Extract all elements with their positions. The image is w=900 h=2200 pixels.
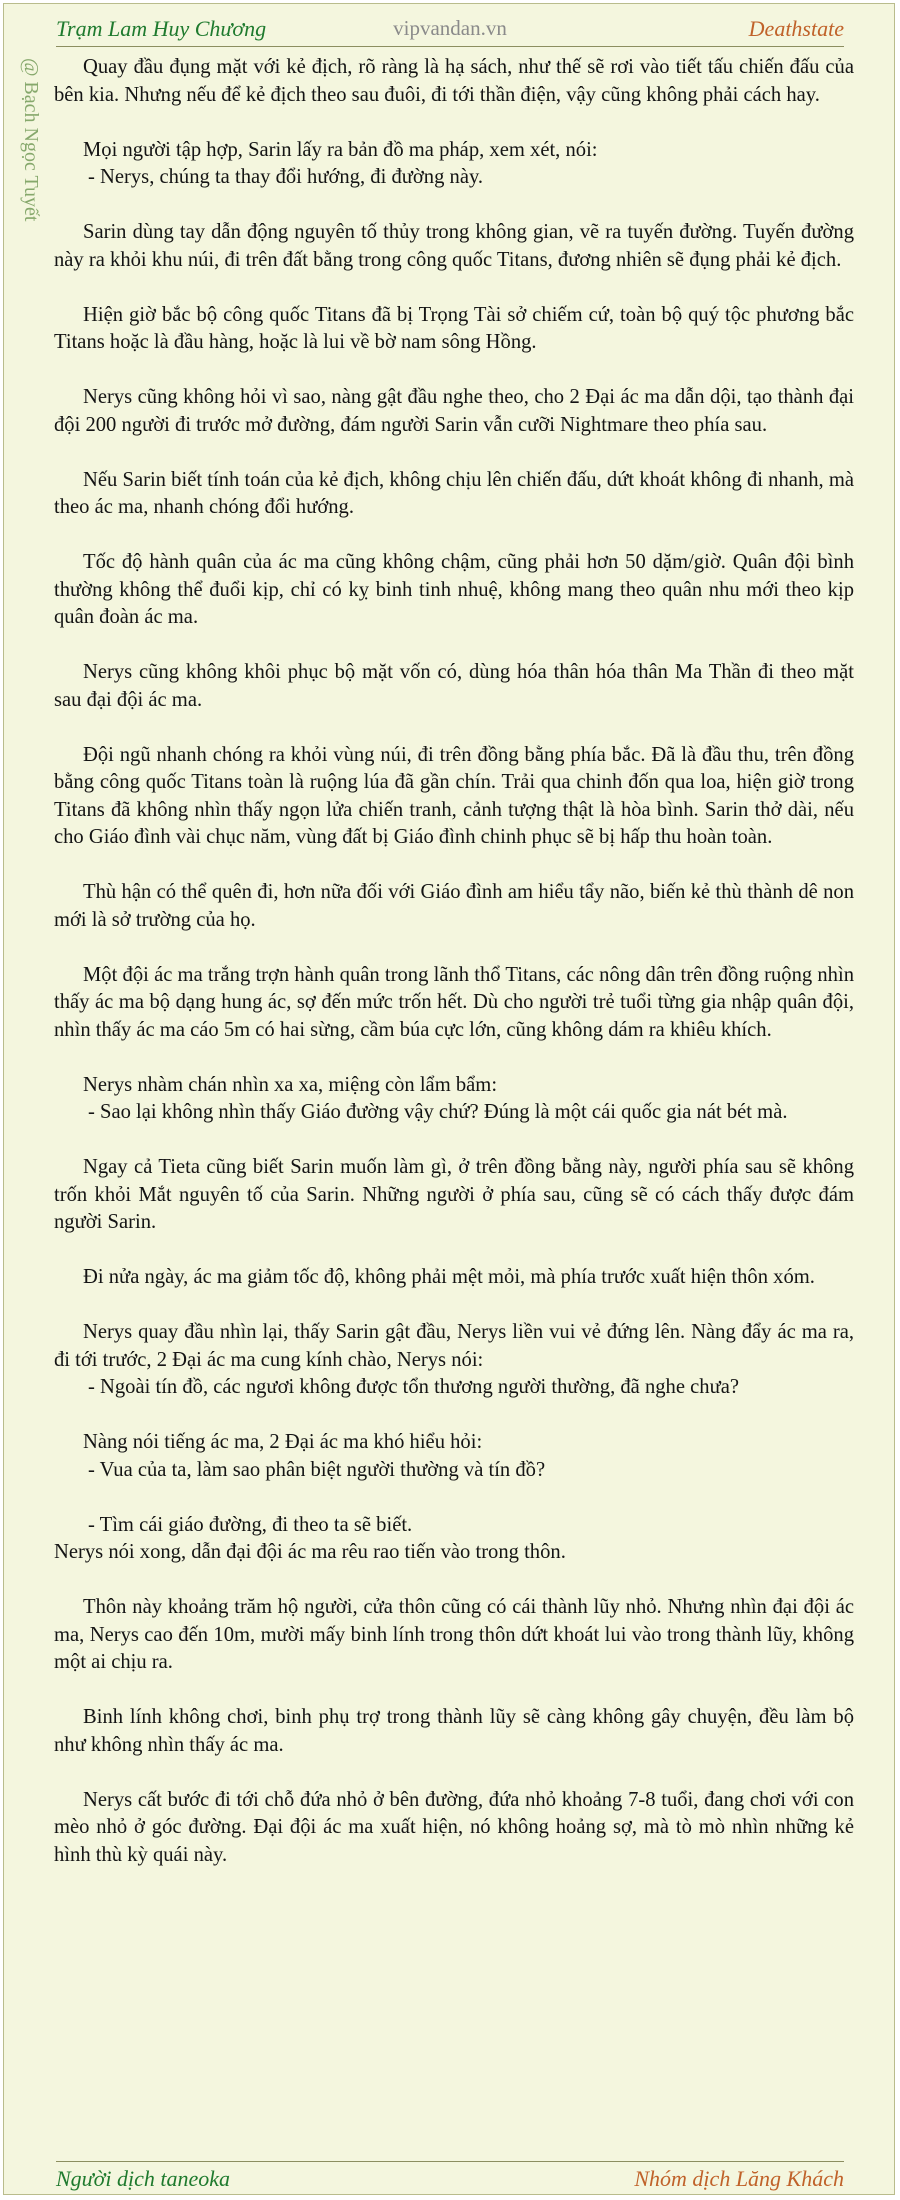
paragraph: Quay đầu đụng mặt với kẻ địch, rõ ràng là hạ sách, như thế sẽ rơi vào tiết tấu chiến đấu của bên kia. Nhưng nếu để kẻ địch theo sau đuôi, đi tới thần điện, vậy cũng không phải cách hay.	[54, 56, 854, 106]
dialogue-line: - Ngoài tín đồ, các ngươi không được tổn thương người thường, đã nghe chưa?	[88, 1376, 740, 1398]
paragraph: Hiện giờ bắc bộ công quốc Titans đã bị Trọng Tài sở chiếm cứ, toàn bộ quý tộc phương bắc Titans hoặc là đầu hàng, hoặc là lui về bờ nam sông Hồng.	[54, 303, 854, 353]
paragraph: Nàng nói tiếng ác ma, 2 Đại ác ma khó hiểu hỏi:	[83, 1431, 483, 1453]
dialogue-line: - Vua của ta, làm sao phân biệt người thường và tín đồ?	[88, 1458, 546, 1481]
paragraph: Nerys cũng không khôi phục bộ mặt vốn có, dùng hóa thân hóa thân Ma Thần đi theo mặt sau đại đội ác ma.	[54, 661, 854, 711]
paragraph: Mọi người tập hợp, Sarin lấy ra bản đồ ma pháp, xem xét, nói:	[83, 138, 598, 161]
dialogue-line: - Sao lại không nhìn thấy Giáo đường vậy chứ? Đúng là một cái quốc gia nát bét mà.	[88, 1101, 788, 1123]
header-divider	[56, 46, 844, 47]
page-header	[56, 16, 844, 46]
paragraph: Thôn này khoảng trăm hộ người, cửa thôn cũng có cái thành lũy nhỏ. Nhưng nhìn đại đội ác ma, Nerys cao đến 10m, mười mấy binh lính trong thôn dứt khoát lui vào trong thành lũy, không một ai chịu ra.	[54, 1596, 854, 1673]
paragraph: Ngay cả Tieta cũng biết Sarin muốn làm gì, ở trên đồng bằng này, người phía sau sẽ không trốn khỏi Mắt nguyên tố của Sarin. Những người ở phía sau, cũng sẽ có cách thấy được đám người Sarin.	[54, 1156, 854, 1233]
footer-divider	[56, 2161, 844, 2162]
paragraph: Nerys quay đầu nhìn lại, thấy Sarin gật đầu, Nerys liền vui vẻ đứng lên. Nàng đẩy ác ma ra, đi tới trước, 2 Đại ác ma cung kính chào, Nerys nói:	[54, 1321, 854, 1371]
paragraph: Một đội ác ma trắng trợn hành quân trong lãnh thổ Titans, các nông dân trên đồng ruộng nhìn thấy ác ma bộ dạng hung ác, sợ đến mức trốn hết. Dù cho người trẻ tuổi từng gia nhập quân đội, nhìn thấy ác ma cáo 5m có hai sừng, cầm búa cực lớn, cũng không dám ra khiêu khích.	[54, 963, 854, 1041]
paragraph: Nếu Sarin biết tính toán của kẻ địch, không chịu lên chiến đấu, dứt khoát không đi nhanh, mà theo ác ma, nhanh chóng đổi hướng.	[54, 468, 854, 518]
paragraph: Thù hận có thể quên đi, hơn nữa đối với Giáo đình am hiểu tẩy não, biến kẻ thù thành dê non mới là sở trường của họ.	[54, 881, 854, 931]
chapter-text	[54, 54, 854, 1897]
dialogue-line: - Nerys, chúng ta thay đổi hướng, đi đường này.	[88, 166, 484, 188]
footer-translator: Người dịch taneoka	[56, 2166, 231, 2191]
footer-group: Nhóm dịch Lăng Khách	[634, 2166, 844, 2191]
page-frame	[3, 3, 895, 2195]
paragraph: Nerys nói xong, dẫn đại đội ác ma rêu rao tiến vào trong thôn.	[54, 1541, 566, 1563]
paragraph: Tốc độ hành quân của ác ma cũng không chậm, cũng phải hơn 50 dặm/giờ. Quân đội bình thường không thể đuổi kịp, chỉ có kỵ binh tinh nhuệ, không mang theo quân nhu mới theo kịp quân đoàn ác ma.	[54, 551, 854, 628]
side-watermark: @ Bạch Ngọc Tuyết	[20, 58, 42, 222]
paragraph: Nerys nhàm chán nhìn xa xa, miệng còn lẩm bẩm:	[83, 1073, 498, 1096]
paragraph: Đi nửa ngày, ác ma giảm tốc độ, không phải mệt mỏi, mà phía trước xuất hiện thôn xóm.	[83, 1266, 815, 1288]
header-site-name: Trạm Lam Huy Chương	[56, 16, 267, 41]
paragraph: Binh lính không chơi, binh phụ trợ trong thành lũy sẽ càng không gây chuyện, đều làm bộ như không nhìn thấy ác ma.	[54, 1706, 854, 1756]
header-book-title: Deathstate	[748, 16, 844, 41]
header-url: vipvandan.vn	[393, 16, 507, 40]
paragraph: Đội ngũ nhanh chóng ra khỏi vùng núi, đi trên đồng bằng phía bắc. Đã là đầu thu, trên đồng bằng công quốc Titans toàn là ruộng lúa đã gần chín. Trải qua chinh đốn qua loa, hiện giờ trong Titans đã không nhìn thấy ngọn lửa chiến tranh, cảnh tượng thật là hòa bình. Sarin thở dài, nếu cho Giáo đình vài chục năm, vùng đất bị Giáo đình chinh phục sẽ bị hấp thu hoàn toàn.	[54, 743, 854, 848]
paragraph: Sarin dùng tay dẫn động nguyên tố thủy trong không gian, vẽ ra tuyến đường. Tuyến đường này ra khỏi khu núi, đi trên đất bằng trong công quốc Titans, đương nhiên sẽ đụng phải kẻ địch.	[54, 221, 854, 271]
paragraph: Nerys cất bước đi tới chỗ đứa nhỏ ở bên đường, đứa nhỏ khoảng 7-8 tuổi, đang chơi với con mèo nhỏ ở góc đường. Đại đội ác ma xuất hiện, nó không hoảng sợ, mà tò mò nhìn những kẻ hình thù kỳ quái này.	[54, 1788, 854, 1866]
paragraph: Nerys cũng không hỏi vì sao, nàng gật đầu nghe theo, cho 2 Đại ác ma dẫn dội, tạo thành đại đội 200 người đi trước mở đường, đám người Sarin vẫn cưỡi Nightmare theo phía sau.	[54, 386, 854, 436]
dialogue-line: - Tìm cái giáo đường, đi theo ta sẽ biết.	[88, 1513, 413, 1536]
